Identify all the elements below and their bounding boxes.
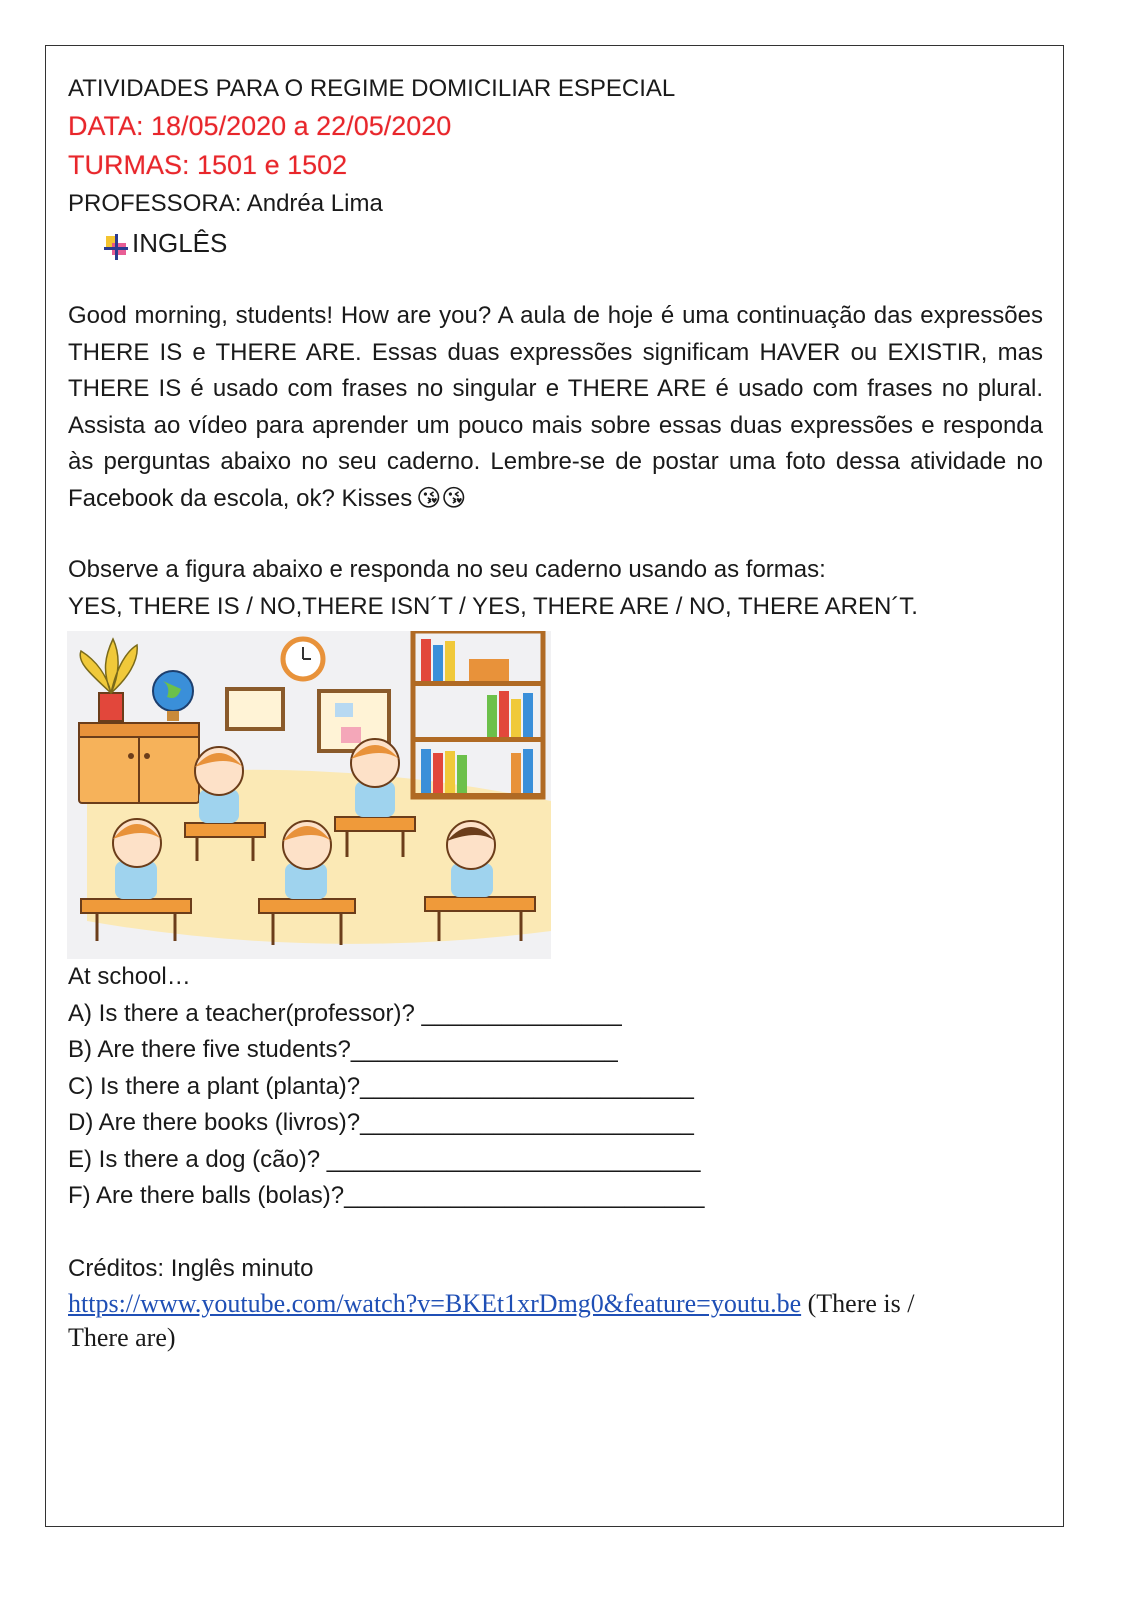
question-c: C) Is there a plant (planta)?_________________________ [68,1072,694,1100]
intro-paragraph [68,298,1043,517]
question-f: F) Are there balls (bolas)?___________________________ [68,1182,705,1209]
question-a: A) Is there a teacher(professor)? _______________ [68,999,622,1027]
credits-suffix: (There is / [801,1289,915,1318]
instructions [68,551,1043,625]
intro-text: Good morning, students! How are you? A aula de hoje é uma continuação das expressões THERE IS e THERE ARE. Essas duas expressões significam HAVER ou EXISTIR, mas THERE IS é usado com frases no singular e THERE ARE é usado com frases no plural. Assista ao vídeo para aprender um pouco mais sobre essas duas expressões e responda às perguntas abaixo no seu caderno. Lembre-se de postar uma foto dessa atividade no Facebook da escola, ok? Kisses [68,302,1043,512]
date-line: DATA: 18/05/2020 a 22/05/2020 [68,111,452,141]
kissing-face-emoji-icon: 😘😘 [416,484,467,512]
colored-cross-bullet-icon [100,230,130,256]
question-b: B) Are there five students?____________________ [68,1036,618,1063]
credits [68,1251,1043,1356]
teacher-line: PROFESSORA: Andréa Lima [68,190,383,217]
worksheet-title: ATIVIDADES PARA O REGIME DOMICILIAR ESPECIAL [68,75,676,102]
credits-link-line [68,1287,1043,1321]
credits-label: Créditos: Inglês minuto [68,1254,314,1282]
instructions-line-2: YES, THERE IS / NO,THERE ISN´T / YES, THERE ARE / NO, THERE AREN´T. [68,593,918,620]
credits-suffix-2: There are) [68,1323,176,1352]
instructions-line-1: Observe a figura abaixo e responda no seu caderno usando as formas: [68,556,826,583]
worksheet [68,70,1043,1355]
classes-line: TURMAS: 1501 e 1502 [68,150,348,180]
exercise-heading: At school… [68,963,191,990]
subject-label: INGLÊS [132,228,228,258]
subject-heading [100,222,1043,264]
classroom-illustration [67,631,551,959]
youtube-link[interactable]: https://www.youtube.com/watch?v=BKEt1xrDmg0&feature=youtu.be [68,1289,802,1318]
question-e: E) Is there a dog (cão)? ____________________________ [68,1145,701,1173]
question-d: D) Are there books (livros)?_________________________ [68,1109,694,1136]
